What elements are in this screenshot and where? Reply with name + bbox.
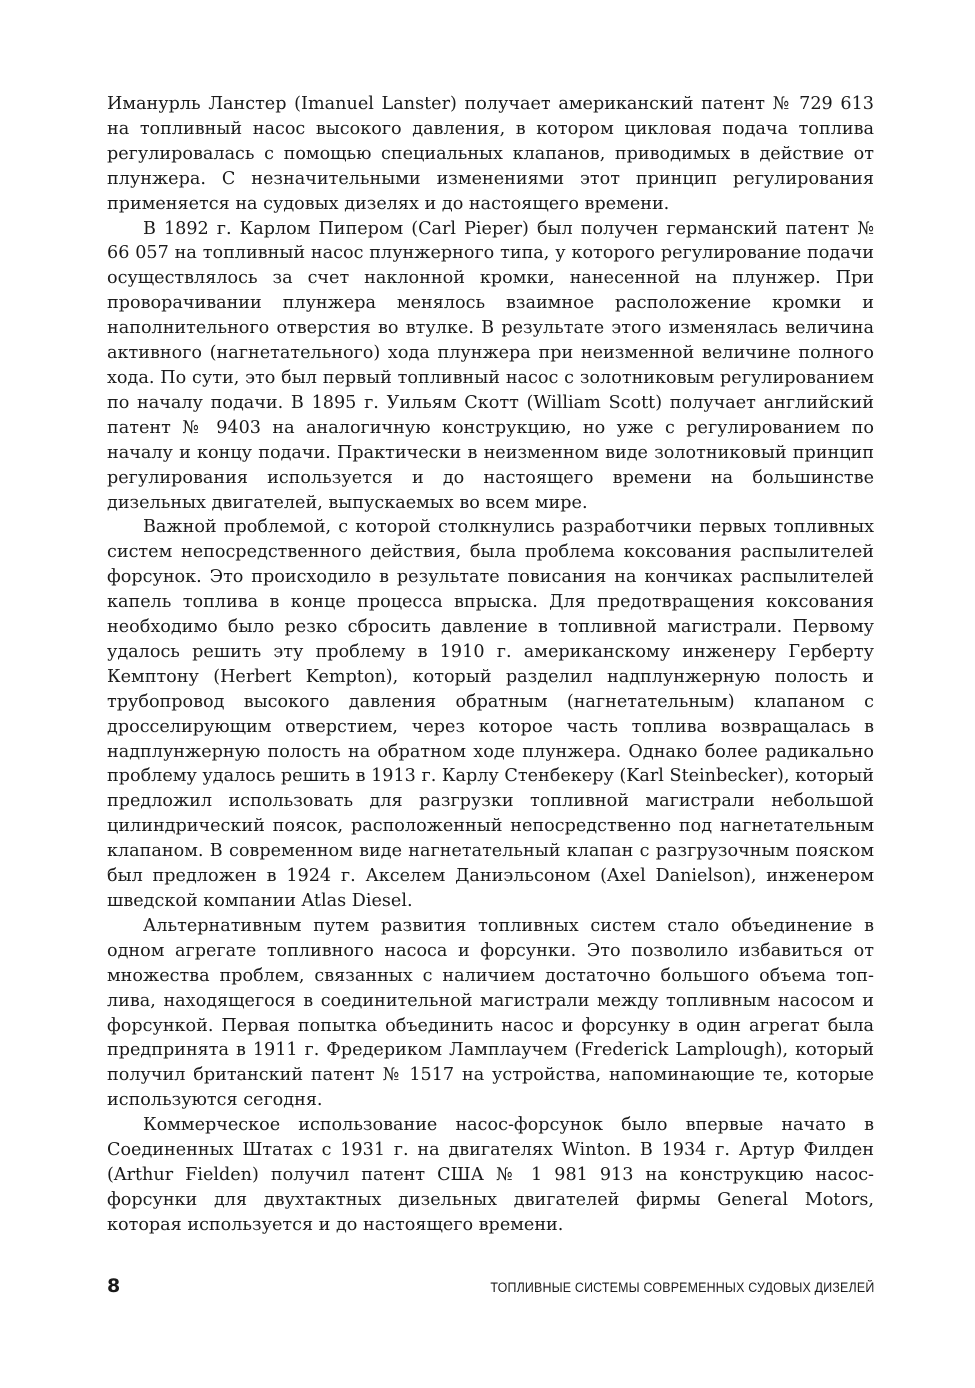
body-text (107, 92, 874, 1238)
page-number: 8 (107, 1275, 121, 1297)
paragraph-5: Коммерческое использование насос-форсунок было впервые начато в Соединенных Штатах с 1931 г. на двигателях Winton. В 1934 г. Артур Филден (Arthur Fielden) получил патент США № 1 981 913 на конструкцию насос-форсунки для двухтактных дизельных двигателей фирмы General Motors, которая используется и до настоящего времени. (107, 1115, 874, 1235)
paragraph-2: В 1892 г. Карлом Пипером (Carl Pieper) был получен германский патент № 66 057 на топливный насос плунжерного типа, у которого регулирование подачи осуществлялось за счет наклонной кромки, нанесенной на плунжер. При проворачивании плунжера менялось взаимное расположение кромки и наполнительного отверстия во втулке. В результате этого изменялась величина активного (нагнетательного) хода плунжера при неизменной величине полного хода. По сути, это был первый топливный насос с золотниковым регулированием по началу подачи. В 1895 г. Уильям Скотт (William Scott) получает английский патент № 9403 на аналогичную конструкцию, но уже с регулированием по началу и концу подачи. Практически в неизменном виде золотниковый принцип регулирования используется и до настоящего времени на большинстве дизельных двигателей, выпускаемых во всем мире. (107, 218, 874, 513)
paragraph-1: Иманурль Ланстер (Imanuel Lanster) получает американский патент № 729 613 на топливный насос высокого давления, в котором цикловая подача топлива регулировалась с помощью специальных клапанов, приводимых в действие от плунжера. С незначительными изменениями этот принцип регулирования применяется на судовых дизелях и до настоящего времени. (107, 94, 874, 214)
paragraph-3: Важной проблемой, с которой столкнулись разработчики первых топливных систем непосредственного действия, была проблема коксования распылителей форсунок. Это происходило в результате повисания на кончиках распылителей капель топлива в конце процесса впрыска. Для предотвращения коксования необходимо было резко сбросить давление в топливной магистрали. Первому удалось решить эту проблему в 1910 г. американскому инженеру Герберту Кемптону (Herbert Kempton), который разделил надплунжерную полость и трубопровод высокого давления обратным (нагнетательным) клапаном с дросселирующим отверстием, через которое часть топлива возвращалась в надплунжерную полость на обратном ходе плунжера. Однако более радикально проблему удалось решить в 1913 г. Карлу Стенбекеру (Karl Steinbecker), который предложил использовать для разгрузки топливной магистрали небольшой цилиндрический поясок, расположенный непосредственно под нагнетательным клапаном. В современном виде нагнетательный клапан с разгрузочным пояском был предложен в 1924 г. Акселем Даниэльсоном (Axel Danielson), инженером шведской компании Atlas Diesel. (107, 517, 874, 911)
page-footer (107, 1275, 874, 1297)
paragraph-4: Альтернативным путем развития топливных систем стало объединение в одном агрегате топливного насоса и форсунки. Это позволило избавиться от множества проблем, связанных с наличием достаточно большого объема топлива, находящегося в соединительной магистрали между топливным насосом и форсункой. Первая попытка объединить насос и форсунку в один агрегат была предпринята в 1911 г. Фредериком Ламплаучем (Frederick Lamplough), который получил британский патент № 1517 на устройства, напоминающие те, которые используются сегодня. (107, 915, 874, 1111)
running-title: ТОПЛИВНЫЕ СИСТЕМЫ СОВРЕМЕННЫХ СУДОВЫХ ДИЗЕЛЕЙ (489, 1280, 874, 1295)
